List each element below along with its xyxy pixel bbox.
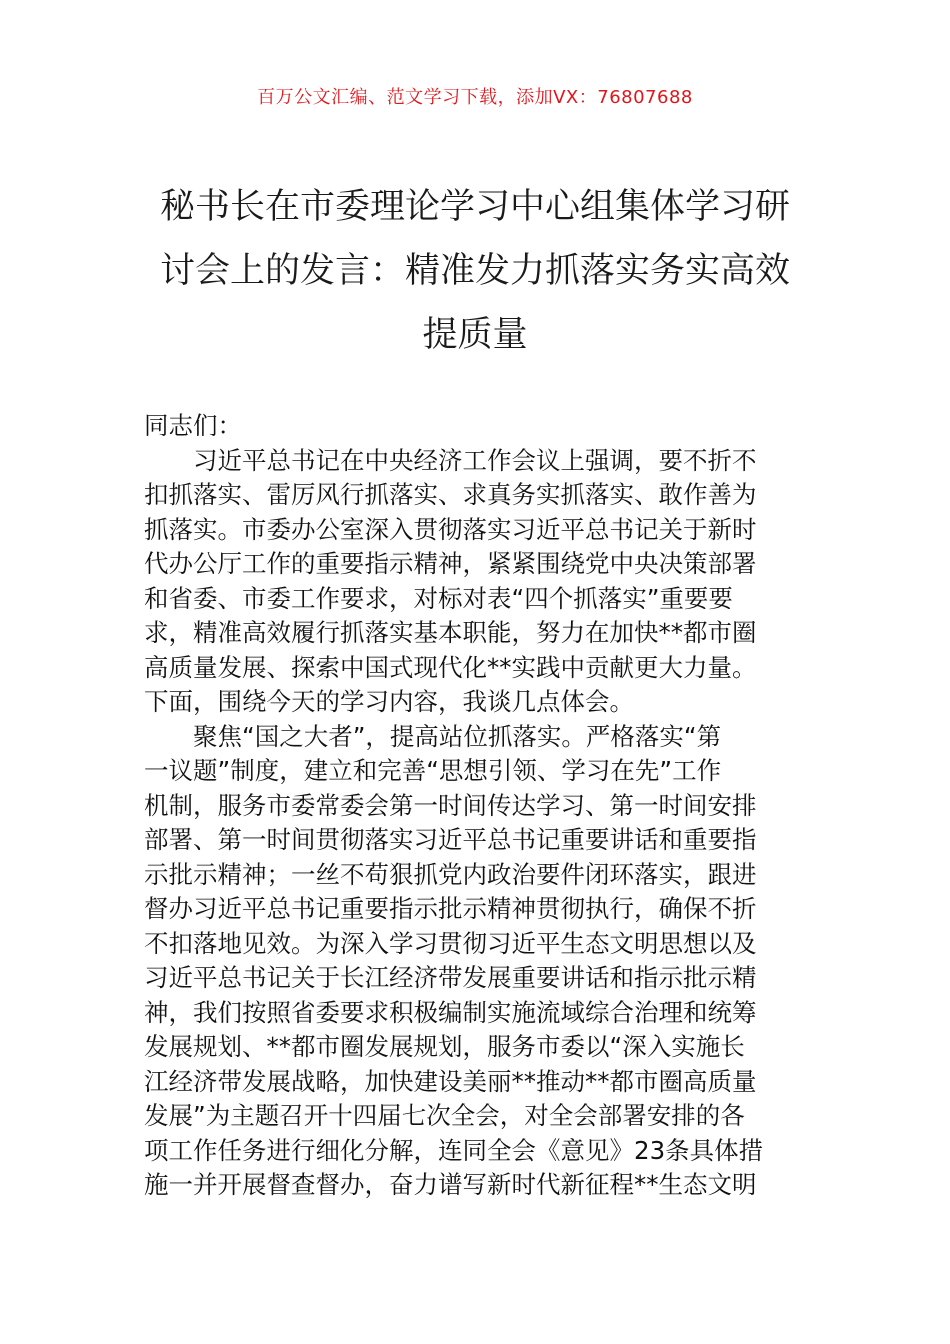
body-line: 发展规划、**都市圈发展规划，服务市委以“深入实施长: [144, 1032, 745, 1061]
body-line: 机制，服务市委常委会第一时间传达学习、第一时间安排: [144, 790, 757, 820]
body-line: 习近平总书记在中央经济工作会议上强调，要不折不: [193, 445, 757, 475]
body-line: 神，我们按照省委要求积极编制实施流域综合治理和统筹: [144, 997, 757, 1027]
body-line: 习近平总书记关于长江经济带发展重要讲话和指示批示精: [144, 963, 757, 992]
body-line: 示批示精神；一丝不苟狠抓党内政治要件闭环落实，跟进: [144, 859, 757, 889]
body-line: 聚焦“国之大者”，提高站位抓落实。严格落实“第: [193, 721, 722, 751]
header-watermark-note: 百万公文汇编、范文学习下载，添加VX：76807688: [257, 87, 693, 108]
body-line: 部署、第一时间贯彻落实习近平总书记重要讲话和重要指: [144, 825, 757, 854]
body-line: 不扣落地见效。为深入学习贯彻习近平生态文明思想以及: [144, 928, 757, 958]
body-line: 施一并开展督查督办，奋力谱写新时代新征程**生态文明: [144, 1170, 757, 1199]
document-title: [140, 175, 810, 367]
document-body: [144, 409, 808, 1203]
body-line: 代办公厅工作的重要指示精神，紧紧围绕党中央决策部署: [144, 549, 757, 578]
body-line: 一议题”制度，建立和完善“思想引领、学习在先”工作: [144, 756, 722, 785]
body-line: 求，精准高效履行抓落实基本职能，努力在加快**都市圈: [144, 618, 757, 647]
title-line: 提质量: [422, 315, 528, 355]
title-line: 讨会上的发言：精准发力抓落实务实高效: [159, 251, 790, 291]
body-line: 抓落实。市委办公室深入贯彻落实习近平总书记关于新时: [144, 514, 757, 544]
body-line: 江经济带发展战略，加快建设美丽**推动**都市圈高质量: [144, 1066, 757, 1096]
body-line: 下面，围绕今天的学习内容，我谈几点体会。: [144, 687, 634, 716]
title-line: 秘书长在市委理论学习中心组集体学习研: [159, 187, 790, 227]
body-line: 和省委、市委工作要求，对标对表“四个抓落实”重要要: [144, 583, 733, 613]
body-line: 发展”为主题召开十四届七次全会，对全会部署安排的各: [144, 1101, 745, 1130]
body-line: 项工作任务进行细化分解，连同全会《意见》23条具体措: [144, 1135, 764, 1165]
body-line: 扣抓落实、雷厉风行抓落实、求真务实抓落实、敢作善为: [144, 480, 757, 509]
body-line: 高质量发展、探索中国式现代化**实践中贡献更大力量。: [144, 652, 757, 682]
salutation: 同志们：: [144, 411, 242, 440]
body-line: 督办习近平总书记重要指示批示精神贯彻执行，确保不折: [144, 894, 757, 923]
